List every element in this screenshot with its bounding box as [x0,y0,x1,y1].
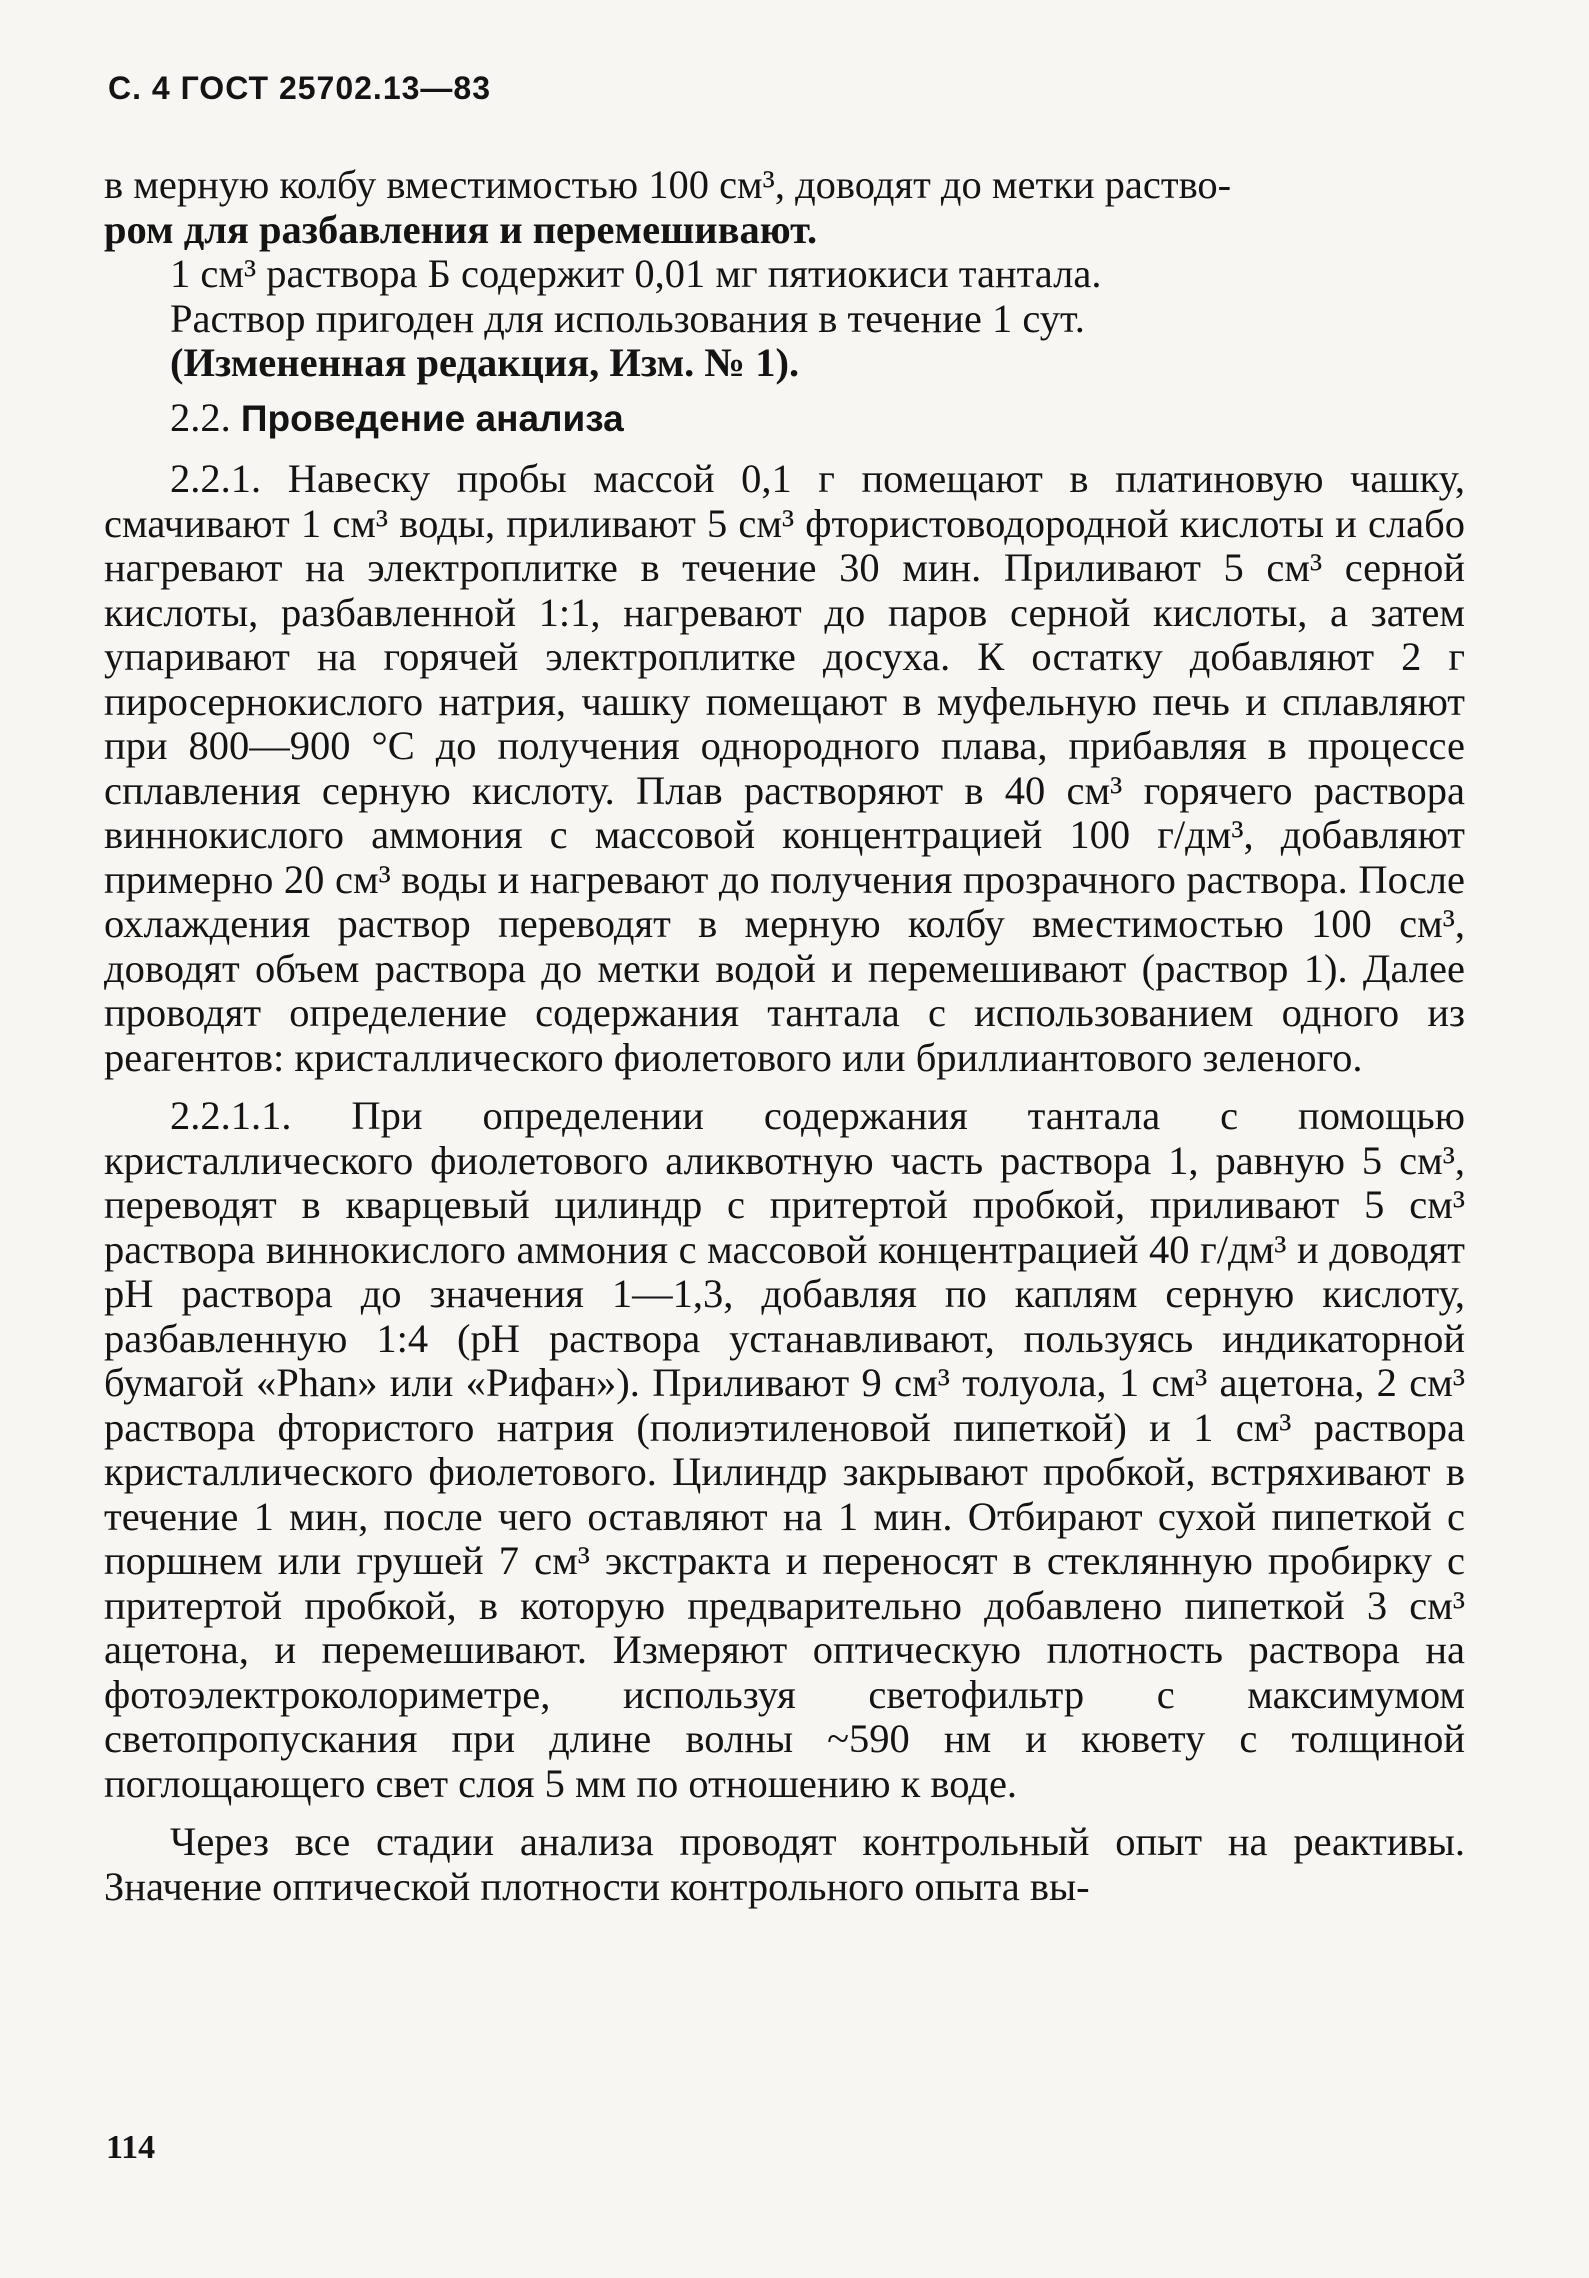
paragraph-control-test: Через все стадии анализа проводят контрольный опыт на реактивы. Значение оптической плотности контрольного опыта вы- [104,1819,1465,1909]
amendment-note: (Измененная редакция, Изм. № 1). [170,340,800,385]
intro-line-1: в мерную колбу вместимостью 100 см³, доводят до метки раство- [104,162,1232,207]
intro-line-4: Раствор пригоден для использования в течение 1 сут. [170,295,1085,341]
section-number: 2.2. [170,394,231,440]
paragraph-2-2-1: 2.2.1. Навеску пробы массой 0,1 г помещают в платиновую чашку, смачивают 1 см³ воды, приливают 5 см³ фтористоводородной кислоты и слабо нагревают на электроплитке в течение 30 мин. Приливают 5 см³ серной кислоты, разбавленной 1:1, нагревают до паров серной кислоты, а затем упаривают на горячей электроплитке досуха. К остатку добавляют 2 г пиросернокислого натрия, чашку помещают в муфельную печь и сплавляют при 800—900 °С до получения однородного плава, прибавляя в процессе сплавления серную кислоту. Плав растворяют в 40 см³ горячего раствора виннокислого аммония с массовой концентрацией 100 г/дм³, добавляют примерно 20 см³ воды и нагревают до получения прозрачного раствора. После охлаждения раствор переводят в мерную колбу вместимостью 100 см³, доводят объем раствора до метки водой и перемешивают (раствор 1). Далее проводят определение содержания тантала с использованием одного из реагентов: кристаллического фиолетового или бриллиантового зеленого. [104,456,1465,1080]
page-header: С. 4 ГОСТ 25702.13—83 [108,70,491,106]
section-title: Проведение анализа [240,397,624,439]
intro-line-2: ром для разбавления и перемешивают. [104,206,818,252]
intro-line-3: 1 см³ раствора Б содержит 0,01 мг пятиокиси тантала. [170,251,1102,296]
page-number: 114 [106,2129,156,2166]
paragraph-2-2-1-1: 2.2.1.1. При определении содержания тантала с помощью кристаллического фиолетового аликвотную часть раствора 1, равную 5 см³, переводят в кварцевый цилиндр с притертой пробкой, приливают 5 см³ раствора виннокислого аммония с массовой концентрацией 40 г/дм³ и доводят pH раствора до значения 1—1,3, добавляя по каплям серную кислоту, разбавленную 1:4 (pH раствора устанавливают, пользуясь индикаторной бумагой «Phan» или «Рифан»). Приливают 9 см³ толуола, 1 см³ ацетона, 2 см³ раствора фтористого натрия (полиэтиленовой пипеткой) и 1 см³ раствора кристаллического фиолетового. Цилиндр закрывают пробкой, встряхивают в течение 1 мин, после чего оставляют на 1 мин. Отбирают сухой пипеткой с поршнем или грушей 7 см³ экстракта и переносят в стеклянную пробирку с притертой пробкой, в которую предварительно добавлено пипеткой 3 см³ ацетона, и перемешивают. Измеряют оптическую плотность раствора на фотоэлектроколориметре, используя светофильтр с максимумом светопропускания при длине волны ~590 нм и кювету с толщиной поглощающего свет слоя 5 мм по отношению к воде. [104,1093,1465,1806]
section-heading [170,396,1465,442]
